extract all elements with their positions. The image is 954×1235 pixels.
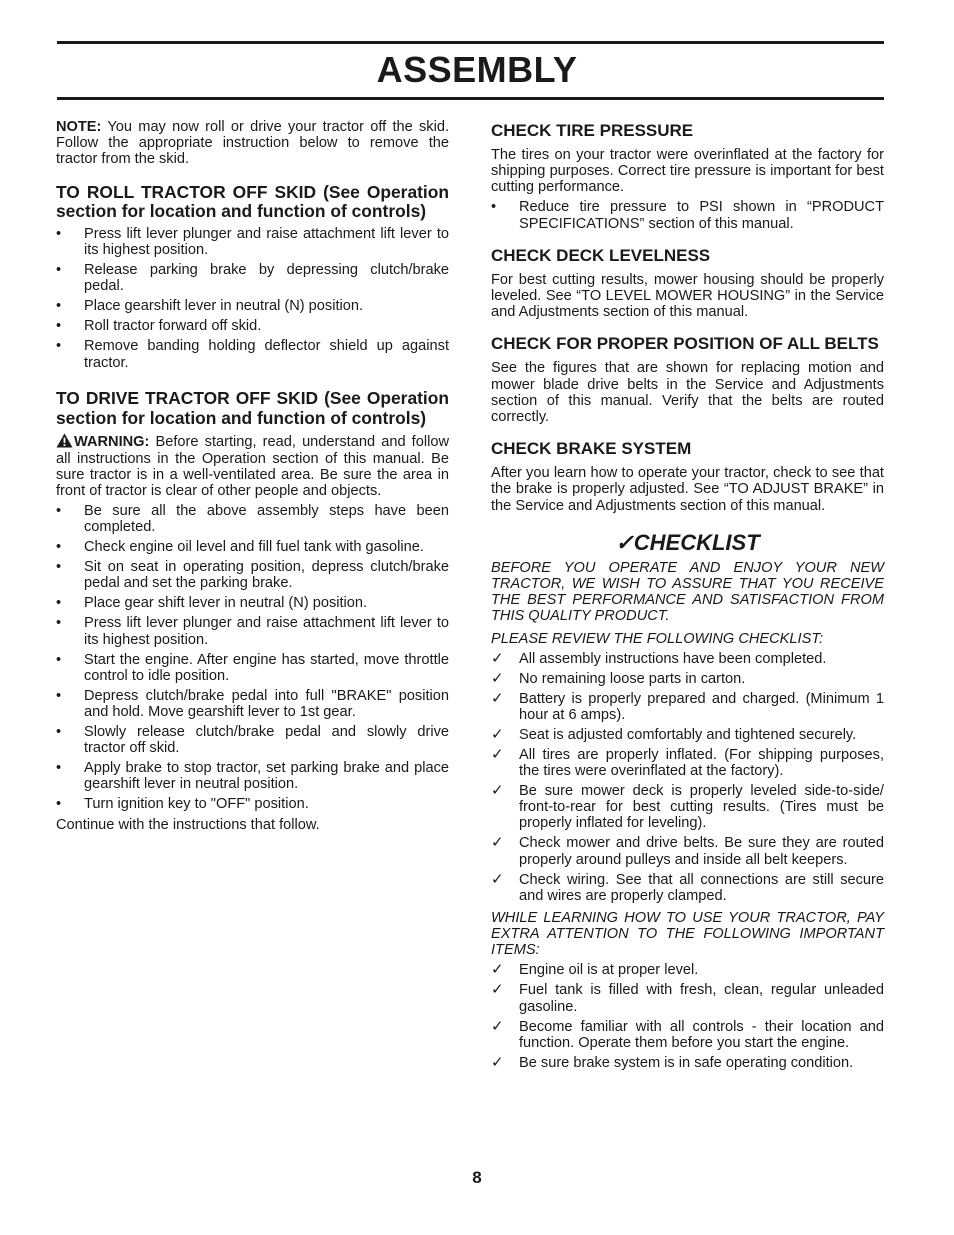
bullet-icon: • xyxy=(56,796,62,813)
bullet-icon: • xyxy=(56,615,62,632)
checklist-item xyxy=(491,1019,884,1051)
checklist-item xyxy=(491,727,884,743)
bullet-icon: • xyxy=(56,338,62,355)
checklist-item xyxy=(491,651,884,667)
title-rule xyxy=(57,97,884,100)
review-text: PLEASE REVIEW THE FOLLOWING CHECKLIST: xyxy=(491,630,824,647)
item-text: Fuel tank is filled with fresh, clean, regular unleaded gasoline. xyxy=(519,982,884,1015)
belts-text: See the figures that are shown for replacing motion and mower blade drive belts in the Service and Adjustments section of this manual. Verify that the belts are routed correctly. xyxy=(491,360,884,426)
bullet-icon: • xyxy=(56,595,62,612)
list-item xyxy=(56,338,449,370)
item-text: Slowly release clutch/brake pedal and slowly drive tractor off skid. xyxy=(84,724,449,757)
item-text: Remove banding holding deflector shield up against tractor. xyxy=(84,338,449,371)
item-text: Check mower and drive belts. Be sure they are routed properly around pulleys and inside all belt keepers. xyxy=(519,835,884,868)
list-item xyxy=(56,595,449,611)
checkmark-icon: ✓ xyxy=(491,745,504,763)
checklist-item xyxy=(491,872,884,904)
page-title: ASSEMBLY xyxy=(376,49,578,90)
list-item xyxy=(56,539,449,555)
checkmark-icon: ✓ xyxy=(491,870,504,888)
checklist-item xyxy=(491,835,884,867)
item-text: Place gear shift lever in neutral (N) position. xyxy=(84,595,368,612)
bullet-icon: • xyxy=(56,760,62,777)
bullet-icon: • xyxy=(56,687,62,704)
left-column xyxy=(56,119,449,833)
checklist-item xyxy=(491,962,884,978)
item-text: Release parking brake by depressing clutch/brake pedal. xyxy=(84,262,449,295)
note-paragraph xyxy=(56,119,449,168)
item-text: All assembly instructions have been completed. xyxy=(519,650,827,667)
list-item xyxy=(56,796,449,812)
item-text: Become familiar with all controls - their location and function. Operate them before you start the engine. xyxy=(519,1018,884,1051)
right-column xyxy=(491,119,884,1071)
bullet-icon: • xyxy=(56,651,62,668)
item-text: Apply brake to stop tractor, set parking brake and place gearshift lever in neutral position. xyxy=(84,760,449,793)
drive-heading: TO DRIVE TRACTOR OFF SKID (See Operation section for location and function of controls) xyxy=(56,387,449,428)
item-text: Check wiring. See that all connections are still secure and wires are properly clamped. xyxy=(519,871,884,904)
item-text: No remaining loose parts in carton. xyxy=(519,670,746,687)
list-item xyxy=(56,688,449,720)
checkmark-icon: ✓ xyxy=(491,1017,504,1035)
checklist-intro: BEFORE YOU OPERATE AND ENJOY YOUR NEW TRACTOR, WE WISH TO ASSURE THAT YOU RECEIVE THE BEST PERFORMANCE AND SATISFACTION FROM THIS QUALITY PRODUCT. xyxy=(491,559,884,625)
deck-heading: CHECK DECK LEVELNESS xyxy=(491,245,711,265)
roll-heading: TO ROLL TRACTOR OFF SKID (See Operation section for location and function of controls) xyxy=(56,181,449,222)
bullet-icon: • xyxy=(56,539,62,556)
roll-list xyxy=(56,226,449,371)
bullet-icon: • xyxy=(56,559,62,576)
top-rule xyxy=(57,41,884,44)
item-text: Seat is adjusted comfortably and tightened securely. xyxy=(519,726,857,743)
list-item xyxy=(56,652,449,684)
item-text: Press lift lever plunger and raise attachment lift lever to its highest position. xyxy=(84,615,449,648)
list-item xyxy=(56,226,449,258)
checkmark-icon: ✓ xyxy=(491,649,504,667)
continue-text: Continue with the instructions that follow. xyxy=(56,816,320,833)
bullet-icon: • xyxy=(56,724,62,741)
belts-heading: CHECK FOR PROPER POSITION OF ALL BELTS xyxy=(491,334,879,354)
bullet-icon: • xyxy=(491,199,497,216)
tire-list xyxy=(491,199,884,231)
list-item xyxy=(56,615,449,647)
bullet-icon: • xyxy=(56,262,62,279)
bullet-icon: • xyxy=(56,318,62,335)
list-item: • Reduce tire pressure to PSI shown in “PRODUCT SPECIFICATIONS” section of this manual. xyxy=(491,199,884,232)
checklist-item xyxy=(491,1055,884,1071)
checkmark-icon: ✓ xyxy=(491,689,504,707)
bullet-icon: • xyxy=(56,298,62,315)
item-text: Be sure all the above assembly steps have been completed. xyxy=(84,503,449,536)
deck-text: For best cutting results, mower housing should be properly leveled. See “TO LEVEL MOWER HOUSING” in the Service and Adjustments section of this manual. xyxy=(491,271,884,321)
attention-text: WHILE LEARNING HOW TO USE YOUR TRACTOR, PAY EXTRA ATTENTION TO THE FOLLOWING IMPORTANT ITEMS: xyxy=(491,910,884,959)
note-label: NOTE: xyxy=(56,119,102,135)
item-text: Check engine oil level and fill fuel tank with gasoline. xyxy=(84,539,424,556)
tire-text: The tires on your tractor were overinflated at the factory for shipping purposes. Correct tire pressure is important for best cutting performance. xyxy=(491,147,884,196)
brake-heading: CHECK BRAKE SYSTEM xyxy=(491,439,692,459)
checklist-item xyxy=(491,783,884,832)
item-text: Sit on seat in operating position, depress clutch/brake pedal and set the parking brake. xyxy=(84,559,449,592)
tire-heading: CHECK TIRE PRESSURE xyxy=(491,121,694,140)
checklist-heading: ✓CHECKLIST xyxy=(615,529,760,555)
warning-triangle-icon xyxy=(56,433,73,448)
checklist xyxy=(491,651,884,904)
item-text: All tires are properly inflated. (For shipping purposes, the tires were overinflated at the factory). xyxy=(519,746,884,780)
page-number: 8 xyxy=(472,1168,482,1187)
list-item xyxy=(56,298,449,314)
checkmark-icon: ✓ xyxy=(491,981,504,999)
item-text: Start the engine. After engine has started, move throttle control to idle position. xyxy=(84,651,449,684)
brake-text: After you learn how to operate your tractor, check to see that the brake is properly adjusted. See “TO ADJUST BRAKE” in the Service and Adjustments section of this manual. xyxy=(491,465,884,514)
item-text: Depress clutch/brake pedal into full "BRAKE" position and hold. Move gearshift lever to 1st gear. xyxy=(84,687,449,721)
item-text: Be sure brake system is in safe operating condition. xyxy=(519,1054,854,1071)
checkmark-icon: ✓ xyxy=(491,961,504,979)
list-item xyxy=(56,724,449,756)
bullet-icon: • xyxy=(56,226,62,242)
list-item xyxy=(56,262,449,294)
checklist-item xyxy=(491,747,884,779)
bullet-icon: • xyxy=(56,503,62,520)
item-text: Roll tractor forward off skid. xyxy=(84,318,262,335)
checklist-item xyxy=(491,691,884,723)
note-text: You may now roll or drive your tractor off the skid. Follow the appropriate instruction below to remove the tractor from the skid. xyxy=(56,119,449,168)
warning-text: Before starting, read, understand and follow all instructions in the Operation section of this manual. Be sure tractor is in a well-ventilated area. Be sure the area in front of tractor is clear of other people and objects. xyxy=(56,434,449,500)
checklist-item xyxy=(491,671,884,687)
item-text: Engine oil is at proper level. xyxy=(519,962,699,979)
list-item xyxy=(56,503,449,535)
checkmark-icon: ✓ xyxy=(491,782,504,800)
checklist-item xyxy=(491,982,884,1014)
item-text: Turn ignition key to "OFF" position. xyxy=(84,796,309,813)
item-text: Be sure mower deck is properly leveled side-to-side/ front-to-rear for best cutting results. (Tires must be properly inflated for leveling). xyxy=(519,783,884,832)
item-text: Press lift lever plunger and raise attachment lift lever to its highest position. xyxy=(84,226,449,259)
warning-paragraph xyxy=(56,433,449,499)
item-text: Place gearshift lever in neutral (N) position. xyxy=(84,298,364,315)
warning-label: WARNING: xyxy=(74,434,150,451)
list-item xyxy=(56,760,449,792)
checkmark-icon: ✓ xyxy=(491,725,504,743)
list-item xyxy=(56,559,449,591)
item-text: Battery is properly prepared and charged. (Minimum 1 hour at 6 amps). xyxy=(519,690,884,723)
checkmark-icon: ✓ xyxy=(491,1053,504,1071)
checkmark-icon: ✓ xyxy=(491,669,504,687)
list-item xyxy=(56,318,449,334)
attention-list xyxy=(491,962,884,1071)
drive-list xyxy=(56,503,449,813)
checkmark-icon: ✓ xyxy=(491,834,504,852)
